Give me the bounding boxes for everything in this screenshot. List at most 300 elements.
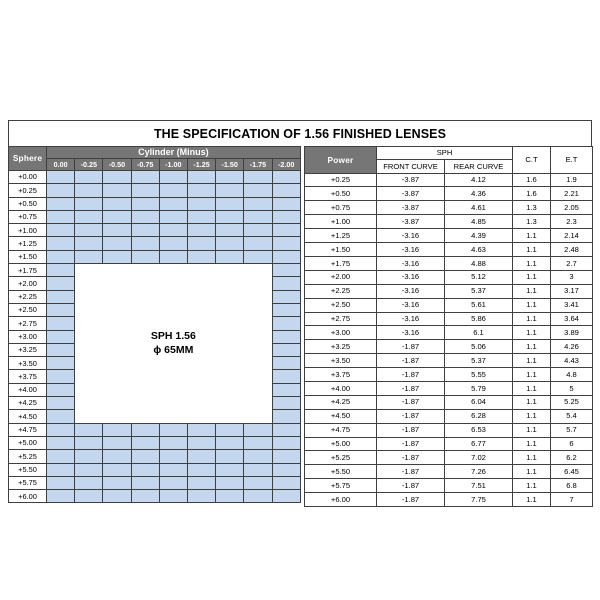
ct-cell: 1.6: [513, 187, 551, 201]
et-cell: 5.4: [551, 409, 593, 423]
et-cell: 3.17: [551, 284, 593, 298]
cylinder-grid-cell: [187, 237, 215, 250]
rear-curve-cell: 5.86: [445, 312, 513, 326]
ct-cell: 1.1: [513, 423, 551, 437]
cylinder-grid-cell: [75, 450, 103, 463]
cylinder-grid-cell: [272, 383, 300, 396]
et-cell: 2.48: [551, 243, 593, 257]
ct-cell: 1.1: [513, 284, 551, 298]
cylinder-grid-cell: [244, 450, 272, 463]
cylinder-grid-cell: [244, 463, 272, 476]
cylinder-grid-cell: [244, 476, 272, 489]
ct-cell: 1.6: [513, 173, 551, 187]
table-row: [305, 215, 593, 229]
et-cell: 2.14: [551, 229, 593, 243]
cylinder-grid-cell: [159, 436, 187, 449]
front-curve-cell: -1.87: [377, 493, 445, 507]
et-cell: 2.05: [551, 201, 593, 215]
power-cell: +4.75: [305, 423, 377, 437]
cylinder-grid-cell: [187, 197, 215, 210]
front-curve-cell: -1.87: [377, 340, 445, 354]
cylinder-grid-cell: [47, 171, 75, 184]
cylinder-column-header-0: 0.00: [47, 159, 75, 171]
sphere-value-cell: +3.00: [9, 330, 47, 343]
cylinder-grid-cell: [216, 171, 244, 184]
table-row: [9, 476, 301, 489]
power-curve-table-head: [305, 147, 593, 174]
table-row: [9, 423, 301, 436]
cylinder-grid-cell: [75, 237, 103, 250]
sph-group-header: SPH: [377, 147, 513, 160]
lens-spec-line-1: SPH 1.56: [150, 330, 196, 343]
cylinder-grid-cell: [272, 463, 300, 476]
cylinder-grid-cell: [103, 210, 131, 223]
table-row: [9, 210, 301, 223]
cylinder-grid-cell: [187, 184, 215, 197]
front-curve-cell: -1.87: [377, 409, 445, 423]
table-row: [305, 423, 593, 437]
cylinder-grid-cell: [47, 330, 75, 343]
cylinder-grid-cell: [75, 436, 103, 449]
sphere-cylinder-table-head: [9, 147, 301, 171]
cylinder-grid-cell: [244, 184, 272, 197]
cylinder-grid-cell: [187, 463, 215, 476]
ct-cell: 1.1: [513, 395, 551, 409]
table-row: [305, 201, 593, 215]
cylinder-grid-cell: [216, 197, 244, 210]
power-cell: +1.25: [305, 229, 377, 243]
sphere-value-cell: +2.75: [9, 317, 47, 330]
power-curve-table: [304, 146, 593, 507]
ct-cell: 1.1: [513, 340, 551, 354]
cylinder-grid-cell: [216, 476, 244, 489]
cylinder-grid-cell: [244, 224, 272, 237]
front-curve-cell: -3.16: [377, 270, 445, 284]
cylinder-grid-cell: [131, 197, 159, 210]
table-row: [305, 381, 593, 395]
cylinder-grid-cell: [159, 197, 187, 210]
power-cell: +6.00: [305, 493, 377, 507]
table-row: [9, 224, 301, 237]
cylinder-grid-cell: [216, 463, 244, 476]
ct-cell: 1.1: [513, 298, 551, 312]
et-cell: 6.45: [551, 465, 593, 479]
cylinder-grid-cell: [187, 423, 215, 436]
cylinder-grid-cell: [103, 476, 131, 489]
ct-cell: 1.1: [513, 479, 551, 493]
rear-curve-cell: 6.77: [445, 437, 513, 451]
rear-curve-cell: 4.61: [445, 201, 513, 215]
front-curve-cell: -3.87: [377, 173, 445, 187]
table-row: [305, 340, 593, 354]
front-curve-column-header: FRONT CURVE: [377, 160, 445, 173]
power-cell: +4.00: [305, 381, 377, 395]
cylinder-grid-cell: [272, 330, 300, 343]
cylinder-grid-cell: [47, 436, 75, 449]
cylinder-grid-cell: [272, 264, 300, 277]
ct-cell: 1.1: [513, 312, 551, 326]
ct-cell: 1.1: [513, 381, 551, 395]
cylinder-grid-cell: [244, 490, 272, 503]
sphere-value-cell: +1.00: [9, 224, 47, 237]
front-curve-cell: -3.16: [377, 284, 445, 298]
cylinder-grid-cell: [244, 171, 272, 184]
cylinder-grid-cell: [272, 171, 300, 184]
ct-column-header: C.T: [513, 147, 551, 174]
cylinder-grid-cell: [272, 237, 300, 250]
et-cell: 3.64: [551, 312, 593, 326]
power-cell: +2.75: [305, 312, 377, 326]
table-row: [305, 368, 593, 382]
cylinder-grid-cell: [272, 476, 300, 489]
cylinder-grid-cell: [131, 224, 159, 237]
ct-cell: 1.1: [513, 256, 551, 270]
sphere-value-cell: +1.50: [9, 250, 47, 263]
cylinder-grid-cell: [47, 184, 75, 197]
sphere-value-cell: +4.75: [9, 423, 47, 436]
cylinder-grid-cell: [187, 210, 215, 223]
power-cell: +4.50: [305, 409, 377, 423]
cylinder-grid-cell: [131, 490, 159, 503]
cylinder-grid-cell: [272, 210, 300, 223]
rear-curve-cell: 7.02: [445, 451, 513, 465]
table-row: [305, 187, 593, 201]
cylinder-grid-cell: [272, 317, 300, 330]
cylinder-grid-cell: [159, 250, 187, 263]
lens-spec-line-2: ϕ 65MM: [153, 344, 194, 357]
cylinder-grid-cell: [159, 450, 187, 463]
cylinder-grid-cell: [216, 250, 244, 263]
et-cell: 5.7: [551, 423, 593, 437]
table-row: [9, 490, 301, 503]
front-curve-cell: -1.87: [377, 479, 445, 493]
power-cell: +3.25: [305, 340, 377, 354]
sphere-value-cell: +5.75: [9, 476, 47, 489]
ct-cell: 1.1: [513, 437, 551, 451]
cylinder-grid-cell: [47, 317, 75, 330]
cylinder-grid-cell: [47, 303, 75, 316]
cylinder-grid-cell: [244, 436, 272, 449]
cylinder-grid-cell: [47, 343, 75, 356]
et-cell: 4.26: [551, 340, 593, 354]
table-row: [9, 250, 301, 263]
et-cell: 4.43: [551, 354, 593, 368]
cylinder-grid-cell: [272, 370, 300, 383]
table-row: [305, 395, 593, 409]
cylinder-grid-cell: [272, 224, 300, 237]
rear-curve-cell: 4.88: [445, 256, 513, 270]
power-cell: +0.75: [305, 201, 377, 215]
cylinder-grid-cell: [159, 237, 187, 250]
ct-cell: 1.1: [513, 451, 551, 465]
table-row: [305, 298, 593, 312]
power-cell: +1.00: [305, 215, 377, 229]
cylinder-grid-cell: [47, 277, 75, 290]
sphere-cylinder-table-wrapper: [8, 146, 300, 503]
rear-curve-cell: 5.06: [445, 340, 513, 354]
power-column-header: Power: [305, 147, 377, 174]
rear-curve-cell: 7.75: [445, 493, 513, 507]
tables-container: [8, 146, 592, 507]
table-row: [305, 493, 593, 507]
table-row: [305, 326, 593, 340]
cylinder-grid-cell: [131, 237, 159, 250]
sphere-value-cell: +5.50: [9, 463, 47, 476]
et-cell: 3.41: [551, 298, 593, 312]
et-cell: 5.25: [551, 395, 593, 409]
specification-sheet: [8, 120, 592, 507]
cylinder-grid-cell: [75, 476, 103, 489]
cylinder-grid-cell: [216, 224, 244, 237]
cylinder-grid-cell: [187, 490, 215, 503]
front-curve-cell: -1.87: [377, 465, 445, 479]
table-row: [305, 437, 593, 451]
cylinder-grid-cell: [272, 277, 300, 290]
power-cell: +1.50: [305, 243, 377, 257]
front-curve-cell: -3.16: [377, 298, 445, 312]
power-cell: +5.25: [305, 451, 377, 465]
front-curve-cell: -1.87: [377, 368, 445, 382]
et-cell: 3.89: [551, 326, 593, 340]
sphere-value-cell: +0.25: [9, 184, 47, 197]
front-curve-cell: -1.87: [377, 451, 445, 465]
power-cell: +0.50: [305, 187, 377, 201]
cylinder-column-header-3: -0.75: [131, 159, 159, 171]
table-row: [9, 197, 301, 210]
cylinder-grid-cell: [47, 490, 75, 503]
rear-curve-cell: 7.51: [445, 479, 513, 493]
cylinder-grid-cell: [187, 436, 215, 449]
cylinder-group-header: Cylinder (Minus): [47, 147, 301, 159]
cylinder-grid-cell: [272, 290, 300, 303]
cylinder-grid-cell: [47, 370, 75, 383]
power-curve-table-wrapper: [304, 146, 592, 507]
cylinder-grid-cell: [131, 476, 159, 489]
cylinder-grid-cell: [272, 436, 300, 449]
front-curve-cell: -1.87: [377, 395, 445, 409]
power-group-header-row: [305, 147, 593, 160]
cylinder-grid-cell: [216, 184, 244, 197]
table-row: [305, 479, 593, 493]
cylinder-grid-cell: [47, 264, 75, 277]
cylinder-grid-cell: [75, 184, 103, 197]
front-curve-cell: -1.87: [377, 354, 445, 368]
power-cell: +5.50: [305, 465, 377, 479]
sphere-value-cell: +2.50: [9, 303, 47, 316]
cylinder-grid-cell: [103, 463, 131, 476]
ct-cell: 1.1: [513, 229, 551, 243]
cylinder-grid-cell: [244, 197, 272, 210]
cylinder-grid-cell: [187, 171, 215, 184]
cylinder-grid-cell: [47, 397, 75, 410]
cylinder-grid-cell: [47, 250, 75, 263]
cylinder-grid-cell: [75, 171, 103, 184]
cylinder-grid-cell: [103, 237, 131, 250]
table-row: [305, 173, 593, 187]
sphere-cylinder-table-body: [9, 171, 301, 503]
cylinder-grid-cell: [131, 171, 159, 184]
cylinder-grid-cell: [75, 224, 103, 237]
power-cell: +2.50: [305, 298, 377, 312]
cylinder-grid-cell: [159, 224, 187, 237]
front-curve-cell: -3.87: [377, 187, 445, 201]
table-row: [305, 354, 593, 368]
table-row: [9, 264, 301, 277]
cylinder-grid-cell: [47, 357, 75, 370]
rear-curve-cell: 5.55: [445, 368, 513, 382]
cylinder-grid-cell: [131, 210, 159, 223]
cylinder-column-header-8: -2.00: [272, 159, 300, 171]
cylinder-column-header-4: -1.00: [159, 159, 187, 171]
cylinder-grid-cell: [103, 436, 131, 449]
ct-cell: 1.1: [513, 465, 551, 479]
table-row: [305, 256, 593, 270]
cylinder-grid-cell: [75, 423, 103, 436]
cylinder-grid-cell: [272, 303, 300, 316]
sphere-value-cell: +3.75: [9, 370, 47, 383]
power-cell: +3.00: [305, 326, 377, 340]
cylinder-grid-cell: [272, 343, 300, 356]
ct-cell: 1.1: [513, 354, 551, 368]
cylinder-grid-cell: [47, 450, 75, 463]
sphere-value-cell: +0.75: [9, 210, 47, 223]
power-cell: +3.50: [305, 354, 377, 368]
cylinder-grid-cell: [159, 171, 187, 184]
et-cell: 6.8: [551, 479, 593, 493]
et-cell: 7: [551, 493, 593, 507]
front-curve-cell: -1.87: [377, 437, 445, 451]
cylinder-grid-cell: [131, 436, 159, 449]
page-title: THE SPECIFICATION OF 1.56 FINISHED LENSES: [153, 126, 447, 141]
rear-curve-cell: 6.53: [445, 423, 513, 437]
cylinder-column-header-7: -1.75: [244, 159, 272, 171]
et-cell: 2.3: [551, 215, 593, 229]
et-cell: 3: [551, 270, 593, 284]
table-row: [305, 229, 593, 243]
sphere-cylinder-table: [8, 146, 301, 503]
cylinder-grid-cell: [103, 171, 131, 184]
cylinder-grid-cell: [244, 250, 272, 263]
sphere-value-cell: +4.25: [9, 397, 47, 410]
ct-cell: 1.1: [513, 368, 551, 382]
cylinder-grid-cell: [272, 357, 300, 370]
ct-cell: 1.3: [513, 215, 551, 229]
table-row: [305, 465, 593, 479]
power-cell: +1.75: [305, 256, 377, 270]
table-row: [305, 270, 593, 284]
et-cell: 2.21: [551, 187, 593, 201]
cylinder-column-header-1: -0.25: [75, 159, 103, 171]
cylinder-grid-cell: [187, 476, 215, 489]
rear-curve-cell: 5.37: [445, 354, 513, 368]
front-curve-cell: -3.16: [377, 312, 445, 326]
cylinder-grid-cell: [131, 184, 159, 197]
cylinder-grid-cell: [272, 250, 300, 263]
sphere-value-cell: +3.50: [9, 357, 47, 370]
cylinder-grid-cell: [47, 197, 75, 210]
front-curve-cell: -1.87: [377, 423, 445, 437]
cylinder-grid-cell: [187, 224, 215, 237]
cylinder-grid-cell: [272, 197, 300, 210]
cylinder-grid-cell: [272, 184, 300, 197]
table-row: [9, 184, 301, 197]
cylinder-grid-cell: [159, 210, 187, 223]
cylinder-grid-cell: [131, 450, 159, 463]
cylinder-column-header-6: -1.50: [216, 159, 244, 171]
rear-curve-cell: 4.39: [445, 229, 513, 243]
rear-curve-cell: 4.85: [445, 215, 513, 229]
cylinder-grid-cell: [244, 210, 272, 223]
cylinder-grid-cell: [131, 250, 159, 263]
table-row: [9, 436, 301, 449]
cylinder-grid-cell: [159, 490, 187, 503]
front-curve-cell: -3.87: [377, 201, 445, 215]
cylinder-grid-cell: [103, 250, 131, 263]
table-row: [305, 284, 593, 298]
sphere-value-cell: +0.50: [9, 197, 47, 210]
table-row: [305, 312, 593, 326]
rear-curve-cell: 6.1: [445, 326, 513, 340]
front-curve-cell: -3.16: [377, 256, 445, 270]
ct-cell: 1.3: [513, 201, 551, 215]
ct-cell: 1.1: [513, 493, 551, 507]
sphere-value-cell: +6.00: [9, 490, 47, 503]
cylinder-grid-cell: [75, 463, 103, 476]
sphere-value-cell: +5.25: [9, 450, 47, 463]
table-row: [305, 451, 593, 465]
cylinder-grid-cell: [47, 463, 75, 476]
front-curve-cell: -3.16: [377, 229, 445, 243]
cylinder-grid-cell: [75, 197, 103, 210]
document-title-box: [8, 120, 592, 146]
cylinder-grid-cell: [159, 476, 187, 489]
cylinder-grid-cell: [47, 476, 75, 489]
cylinder-grid-cell: [103, 224, 131, 237]
cylinder-grid-cell: [103, 423, 131, 436]
lens-spec-label: [75, 264, 272, 424]
table-row: [9, 450, 301, 463]
cylinder-grid-cell: [159, 423, 187, 436]
cylinder-grid-cell: [47, 290, 75, 303]
cylinder-grid-cell: [103, 450, 131, 463]
cylinder-grid-cell: [216, 450, 244, 463]
et-cell: 2.7: [551, 256, 593, 270]
front-curve-cell: -3.87: [377, 215, 445, 229]
ct-cell: 1.1: [513, 326, 551, 340]
sphere-column-header: Sphere: [9, 147, 47, 171]
cylinder-column-header-5: -1.25: [187, 159, 215, 171]
cylinder-grid-cell: [159, 184, 187, 197]
cylinder-grid-cell: [47, 383, 75, 396]
rear-curve-cell: 4.12: [445, 173, 513, 187]
ct-cell: 1.1: [513, 270, 551, 284]
sphere-value-cell: +4.00: [9, 383, 47, 396]
cylinder-grid-cell: [47, 410, 75, 423]
sphere-value-cell: +3.25: [9, 343, 47, 356]
front-curve-cell: -3.16: [377, 243, 445, 257]
rear-curve-cell: 7.26: [445, 465, 513, 479]
cylinder-grid-cell: [75, 210, 103, 223]
front-curve-cell: -3.16: [377, 326, 445, 340]
et-cell: 6.2: [551, 451, 593, 465]
cylinder-grid-cell: [75, 490, 103, 503]
sphere-value-cell: +1.75: [9, 264, 47, 277]
cylinder-grid-cell: [131, 423, 159, 436]
et-cell: 1.9: [551, 173, 593, 187]
cylinder-grid-cell: [47, 210, 75, 223]
table-row: [305, 243, 593, 257]
power-cell: +4.25: [305, 395, 377, 409]
